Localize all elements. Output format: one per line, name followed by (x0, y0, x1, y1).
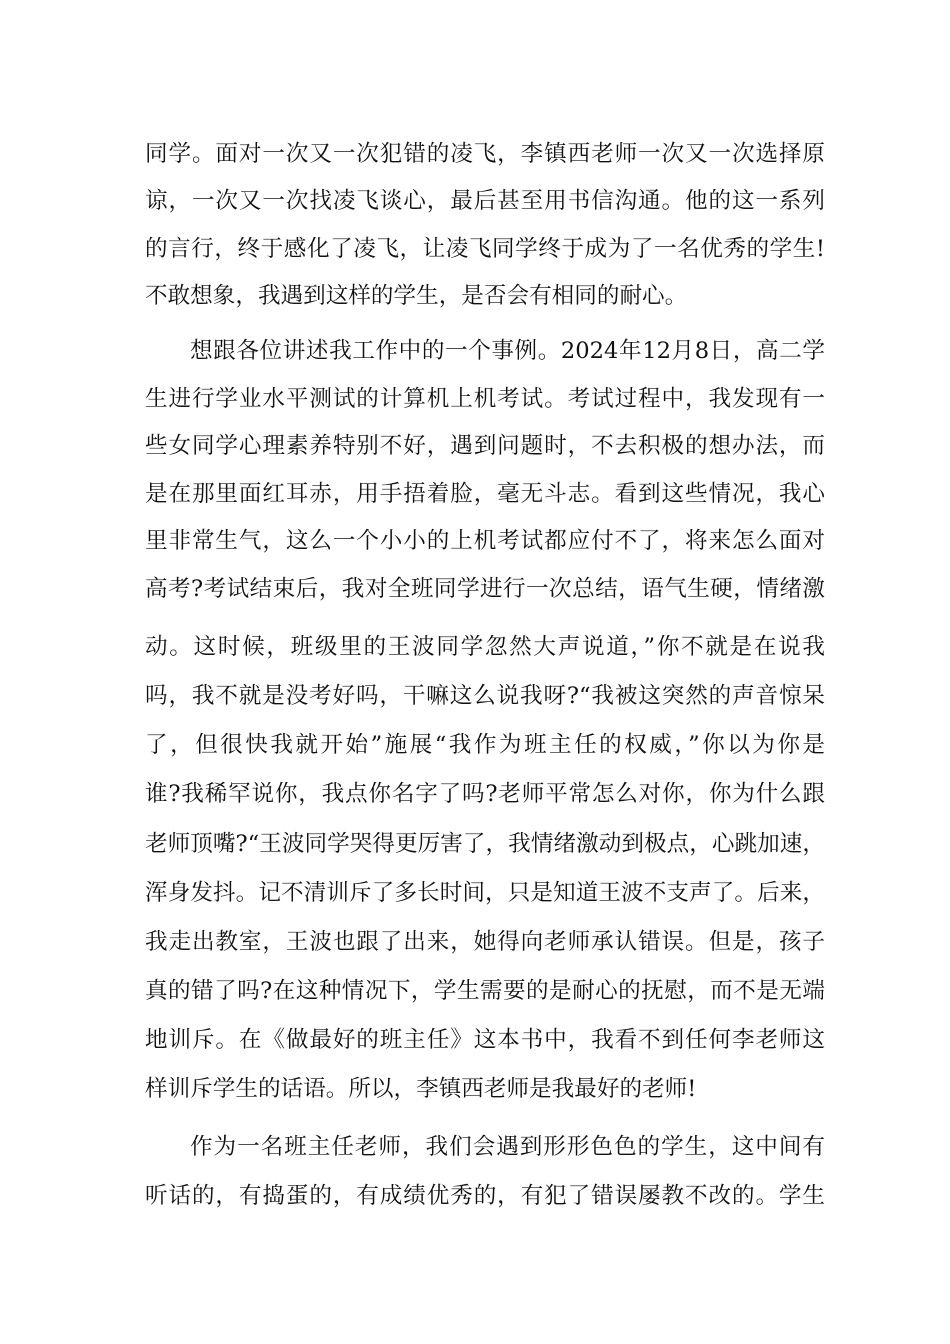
text-line: 听话的，有捣蛋的，有成绩优秀的，有犯了错误屡教不改的。学生 (145, 1183, 825, 1209)
text-line: 的言行，终于感化了凌飞，让凌飞同学终于成为了一名优秀的学生! (145, 236, 825, 262)
text-line: 我走出教室，王波也跟了出来，她得向老师承认错误。但是，孩子 (145, 929, 825, 955)
paragraph-first-line: 想跟各位讲述我工作中的一个事例。2024年12月8日，高二学 (190, 338, 825, 364)
text-line: 些女同学心理素养特别不好，遇到问题时，不去积极的想办法，而 (145, 433, 825, 459)
text-line: 地训斥。在《做最好的班主任》这本书中，我看不到任何李老师这 (145, 1027, 825, 1053)
text-line: 不敢想象，我遇到这样的学生，是否会有相同的耐心。 (145, 283, 688, 309)
text-line: 动。这时候，班级里的王波同学忽然大声说道，”你不就是在说我 (145, 634, 825, 660)
text-line: 谅，一次又一次找凌飞谈心，最后甚至用书信沟通。他的这一系列 (145, 188, 825, 214)
text-line: 谁?我稀罕说你，我点你名字了吗?老师平常怎么对你，你为什么跟 (145, 781, 825, 807)
text-line: 老师顶嘴?“王波同学哭得更厉害了，我情绪激动到极点，心跳加速， (145, 831, 825, 857)
text-line: 浑身发抖。记不清训斥了多长时间，只是知道王波不支声了。后来， (145, 880, 825, 906)
text-line: 生进行学业水平测试的计算机上机考试。考试过程中，我发现有一 (145, 386, 825, 412)
text-line: 是在那里面红耳赤，用手捂着脸，毫无斗志。看到这些情况，我心 (145, 481, 825, 507)
paragraph-first-line: 作为一名班主任老师，我们会遇到形形色色的学生，这中间有 (190, 1134, 825, 1160)
text-line: 吗，我不就是没考好吗，干嘛这么说我呀?“我被这突然的声音惊呆 (145, 683, 825, 709)
text-line: 里非常生气，这么一个小小的上机考试都应付不了，将来怎么面对 (145, 528, 825, 554)
text-line: 样训斥学生的话语。所以，李镇西老师是我最好的老师! (145, 1076, 697, 1102)
text-line: 了，但很快我就开始”施展“我作为班主任的权威，”你以为你是 (145, 732, 825, 758)
text-line: 真的错了吗?在这种情况下，学生需要的是耐心的抚慰，而不是无端 (145, 978, 825, 1004)
text-line: 高考?考试结束后，我对全班同学进行一次总结，语气生硬，情绪激 (145, 576, 825, 602)
text-line: 同学。面对一次又一次犯错的凌飞，李镇西老师一次又一次选择原 (145, 141, 825, 167)
